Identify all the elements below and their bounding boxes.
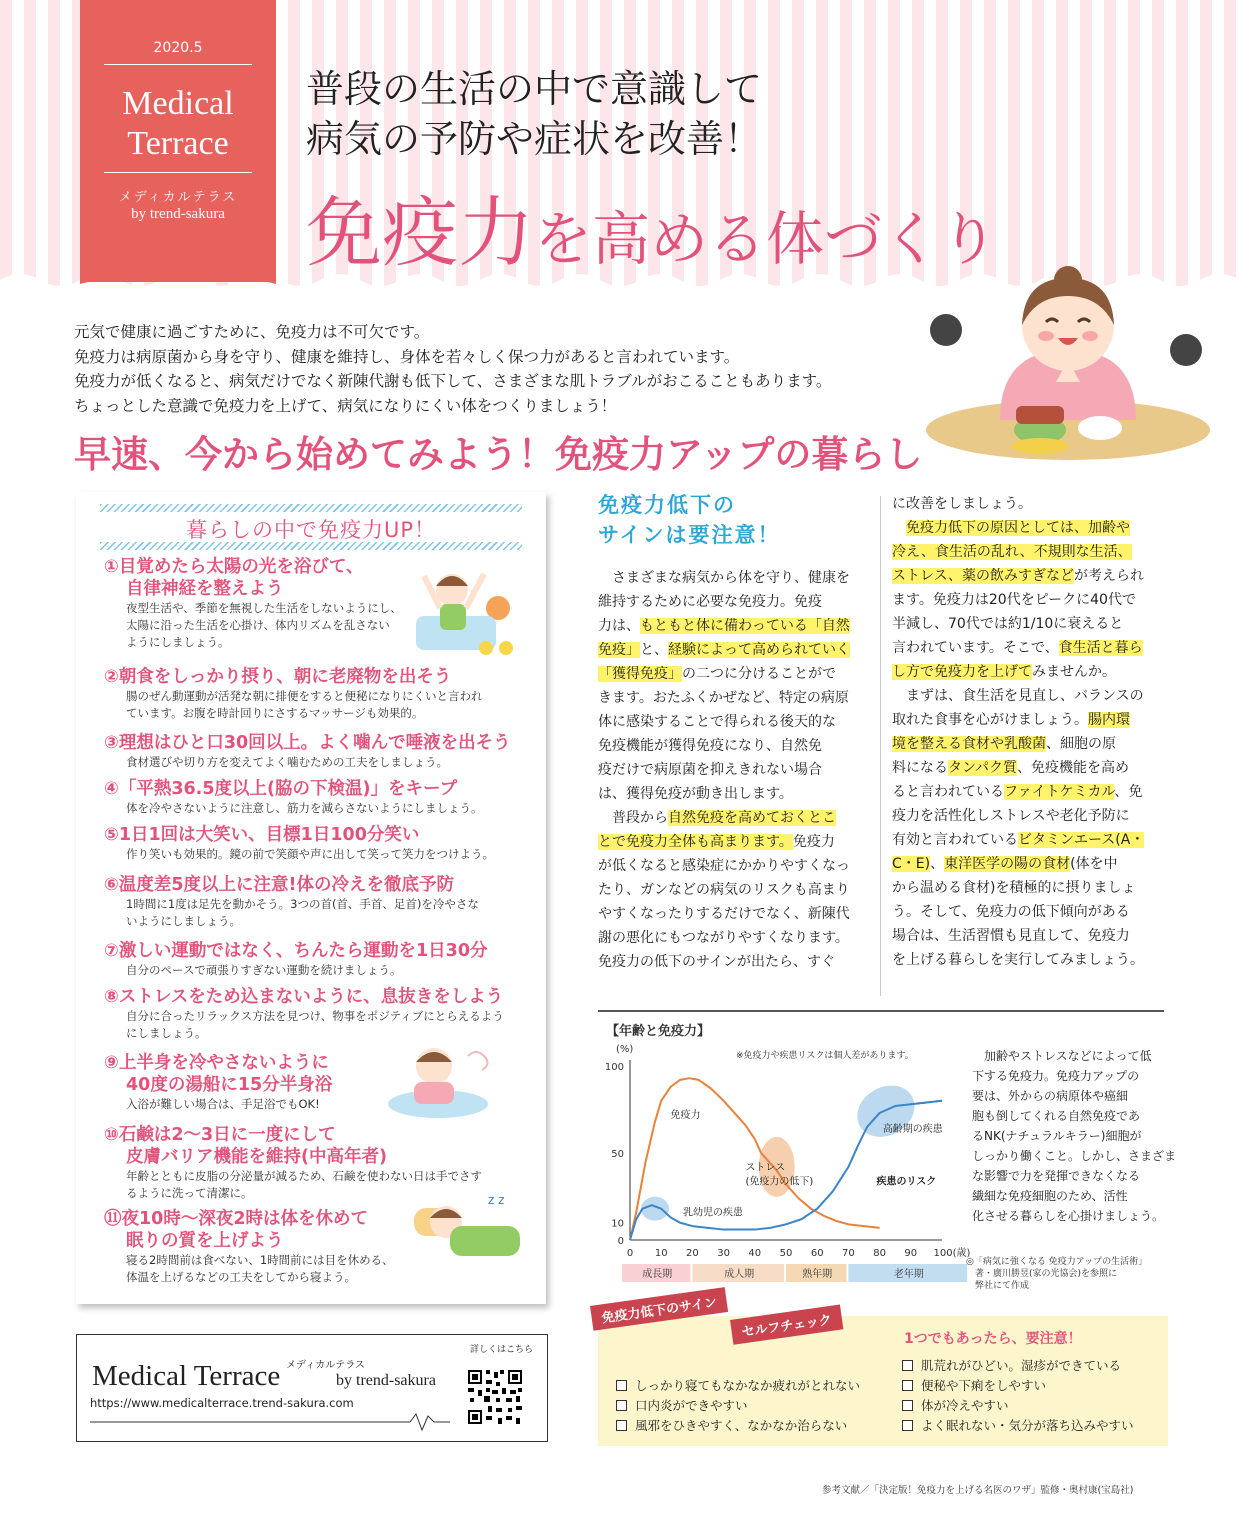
article-text: 謝の悪化にもつながりやすくなります。 [598, 930, 849, 946]
tip-heading-line-2: 40度の湯船に15分半身浴 [126, 1075, 333, 1095]
x-tick-label: 90 [904, 1248, 918, 1259]
x-tick-label: 0 [626, 1248, 634, 1259]
life-stage-label: 熟年期 [802, 1269, 833, 1280]
article-line [892, 828, 1144, 852]
tip-heading: ⑩石鹸は2～3日に一度にして [104, 1125, 336, 1145]
article-line [892, 876, 1144, 900]
tip-body-line: ようにしましょう。 [126, 635, 230, 649]
tip-body-line: 太陽に沿った生活を心掛け、体内リズムを乱さない [126, 618, 390, 632]
highlighted-text: 免疫」 [598, 642, 640, 658]
tip-body [126, 754, 511, 771]
chart-side-text [972, 1046, 1176, 1226]
chart-source-line: 著・廣川勝昱(家の光協会)を参照に [966, 1269, 1118, 1279]
article-bottom-rule [598, 1010, 1164, 1012]
tip-body [126, 1252, 394, 1286]
highlighted-text: 冷え、食生活の乱れ、不規則な生活、 [892, 544, 1132, 560]
article-text: が考えられ [1074, 568, 1144, 584]
tip-item [104, 556, 402, 651]
article-line [598, 662, 850, 686]
article-line [598, 614, 850, 638]
tip-body-line: 入浴が難しい場合は、手足浴でもOK! [126, 1097, 320, 1111]
qr-label: 詳しくはこちら [470, 1345, 534, 1355]
tip-item [104, 666, 483, 722]
article-text: 維持するために必要な免疫力。免疫 [598, 594, 822, 610]
y-tick-label: 0 [617, 1236, 624, 1247]
checkbox[interactable] [902, 1360, 913, 1371]
life-stage-label: 成長期 [642, 1269, 673, 1280]
chart-title: 【年齢と免疫力】 [606, 1024, 711, 1039]
tip-heading: ⑨上半身を冷やさないように [104, 1053, 329, 1073]
article-line [892, 924, 1144, 948]
checkbox[interactable] [616, 1400, 627, 1411]
article-line [598, 710, 850, 734]
self-check-warning: 1つでもあったら、要注意！ [904, 1331, 1082, 1347]
article-text: 力は、 [598, 618, 640, 634]
article-line [598, 686, 850, 710]
article-line [598, 902, 850, 926]
highlighted-text: 東洋医学の陽の食材 [944, 856, 1071, 872]
tip-heading: ①目覚めたら太陽の光を浴びて、 [104, 557, 364, 577]
main-title [306, 172, 998, 281]
main-title-rest: を高める体づくり [534, 205, 999, 273]
article-column-2 [892, 492, 1144, 972]
article-line [598, 926, 850, 950]
tip-heading: ③理想はひと口30回以上。よく噛んで唾液を出そう [104, 733, 511, 753]
intro-text [74, 320, 934, 418]
article-text: 半減し、70代では約1/10に衰えると [892, 616, 1124, 632]
tip-body-line: 寝る2時間前は食べない、1時間前には目を休める、 [126, 1253, 394, 1267]
chart-side-line: 繊細な免疫細胞のため、活性 [972, 1189, 1128, 1203]
tip-heading-line-2: 眠りの質を上げよう [126, 1231, 284, 1251]
ribbon-notch [80, 244, 276, 284]
article-text: ます。免疫力は20代をピークに40代で [892, 592, 1136, 608]
tip-body [126, 962, 488, 979]
article-text: 場合は、生活習慣も見直して、免疫力 [892, 928, 1130, 944]
footer-url[interactable]: https://www.medicalterrace.trend-sakura.com [90, 1396, 354, 1410]
article-text: の二つに分けることがで [682, 666, 836, 682]
article-line [892, 708, 1144, 732]
tip-heading: ⑦激しい運動ではなく、ちんたら運動を1日30分 [104, 941, 488, 961]
column-divider [880, 496, 881, 996]
article-line [892, 612, 1144, 636]
immunity-label: 免疫力 [670, 1110, 701, 1122]
tip-heading: ④「平熱36.5度以上(脇の下検温)」をキープ [104, 779, 458, 799]
article-line [598, 590, 850, 614]
chart-source [966, 1256, 1147, 1292]
highlighted-text: 食生活と暮ら [1058, 640, 1143, 656]
article-line [892, 684, 1144, 708]
heartbeat-line [90, 1412, 450, 1432]
tip-body-line: 1時間に1度は足先を動かそう。3つの首(首、手首、足首)を冷やさな [126, 897, 479, 911]
tip-body-line: 自分のペースで頑張りすぎない運動を続けましょう。 [126, 963, 402, 977]
article-line [892, 540, 1144, 564]
x-tick-label: 70 [842, 1248, 855, 1259]
checkbox[interactable] [616, 1420, 627, 1431]
intro-line: 免疫力が低くなると、病気だけでなく新陳代謝も低下して、さまざまな肌トラブルがおこることもあります。 [74, 372, 832, 390]
article-line [598, 566, 850, 590]
article-line [892, 660, 1144, 684]
check-item[interactable] [902, 1376, 1046, 1394]
tip-heading-line-2: 自律神経を整えよう [126, 579, 284, 599]
article-text: 免疫力の低下のサインが出たら、すぐ [598, 954, 836, 970]
article-text: う。そして、免疫力の低下傾向がある [892, 904, 1130, 920]
article-line [892, 948, 1144, 972]
main-title-emphasis: 免疫力 [306, 188, 534, 277]
highlighted-text: 免疫力低下の原因としては、加齢や [906, 520, 1130, 536]
article-text: みませんか。 [1032, 664, 1116, 680]
life-stage-label: 成人期 [724, 1269, 755, 1280]
tip-body-line: 腸のぜん動運動が活発な朝に排便をすると便秘になりにくいと言われ [126, 689, 483, 703]
tip-body-line: 作り笑いも効果的。鏡の前で笑顔や声に出して笑って笑力をつけよう。 [126, 847, 494, 861]
tips-box-title: 暮らしの中で免疫力UP！ [185, 518, 437, 542]
check-item-label: 体が冷えやすい [921, 1398, 1009, 1413]
article-text: さまざまな病気から体を守り、健康を [598, 570, 850, 586]
article-text: やすくなったりするだけでなく、新陳代 [598, 906, 850, 922]
check-item-label: しっかり寝てもなかなか疲れがとれない [635, 1378, 861, 1393]
x-tick-label: 80 [873, 1248, 886, 1259]
x-tick-label: 50 [779, 1248, 793, 1259]
reference-note: 参考文献／「決定版！免疫力を上げる名医のワザ」監修・奥村康(宝島社) [822, 1485, 1134, 1496]
checkbox[interactable] [902, 1380, 913, 1391]
tip-body [126, 600, 402, 651]
waking-girl-illustration [410, 556, 534, 660]
self-check-tag: セルフチェック [730, 1305, 843, 1345]
check-item-label: よく眠れない・気分が落ち込みやすい [921, 1418, 1134, 1433]
subtitle-line-1: 普段の生活の中で意識して [306, 67, 763, 111]
woman-eating-illustration [920, 270, 1220, 460]
checkbox[interactable] [616, 1380, 627, 1391]
article-line [892, 852, 1144, 876]
article-heading-line: サインは要注意！ [598, 523, 781, 547]
tip-body-line: 年齢とともに皮脂の分泌量が減るため、石鹸を使わない日は手でさす [126, 1169, 483, 1183]
intro-line: ちょっとした意識で免疫力を上げて、病気になりにくい体をつくりましょう！ [74, 396, 617, 415]
article-heading-line: 免疫力低下の [598, 493, 736, 517]
y-tick-label: 50 [611, 1149, 624, 1160]
tip-heading: ⑤1日1回は大笑い、目標1日100分笑い [104, 825, 420, 845]
highlighted-text: ストレス、薬の飲みすぎなど [892, 568, 1074, 584]
issue-date: 2020.5 [153, 40, 203, 56]
article-line [598, 854, 850, 878]
article-line [892, 588, 1144, 612]
x-tick-label: 40 [748, 1248, 762, 1259]
tip-body-line: 夜型生活や、季節を無視した生活をしないようにし、 [126, 601, 402, 615]
article-text: (体を中 [1070, 856, 1118, 872]
highlighted-text: 境を整える食材や乳酸菌 [892, 736, 1046, 752]
chart-side-line: 胞も倒してくれる自然免疫であ [972, 1109, 1141, 1123]
article-text: に改善をしましょう。 [892, 496, 1032, 512]
bathing-girl-illustration [378, 1036, 498, 1120]
chart-y-unit: (%) [616, 1044, 634, 1055]
check-item-label: 風邪をひきやすく、なかなか治らない [635, 1418, 848, 1433]
tip-heading: ②朝食をしっかり摂り、朝に老廃物を出そう [104, 667, 452, 687]
highlighted-text: ビタミンエース(A・ [1018, 832, 1145, 848]
risk-label: 疾患のリスク [876, 1176, 937, 1188]
highlighted-text: とで免疫力全体も高まります。 [598, 834, 793, 850]
article-text: 、免疫機能を高め [1017, 760, 1130, 776]
chart-note: ※免疫力や疾患リスクは個人差があります。 [736, 1051, 914, 1061]
checkbox[interactable] [902, 1420, 913, 1431]
highlighted-text: 腸内環 [1088, 712, 1130, 728]
article-text: 疫だけで病原菌を抑えきれない場合 [598, 762, 822, 778]
article-line [598, 878, 850, 902]
x-tick-label: 60 [810, 1248, 824, 1259]
logo-line-1: Medical [122, 85, 234, 122]
ribbon-divider [104, 64, 252, 65]
tip-body-line: にしましょう。 [126, 1026, 207, 1040]
chart-side-line: な影響で力を発揮できなくなる [972, 1169, 1141, 1183]
age-immunity-chart [596, 1036, 971, 1296]
article-line [892, 732, 1144, 756]
elderly-disease-label: 高齢期の疾患 [882, 1124, 943, 1136]
tip-body [126, 896, 479, 930]
tip-body-line: 自分に合ったリラックス方法を見つけ、物事をポジティブにとらえるよう [126, 1009, 504, 1023]
tip-item [104, 824, 494, 863]
tip-body-line: ています。お腹を時計回りにさするマッサージも効果的。 [126, 706, 424, 720]
article-text [892, 520, 906, 536]
article-text: が低くなると感染症にかかりやすくなっ [598, 858, 850, 874]
article-line [598, 734, 850, 758]
x-tick-label: 30 [717, 1248, 730, 1259]
tip-item [104, 1052, 332, 1113]
infant-disease-label: 乳幼児の疾患 [683, 1207, 744, 1219]
article-text: 免疫力 [792, 834, 835, 850]
article-text: 取れた食事を心がけましょう。 [892, 712, 1088, 728]
article-text: 、細胞の原 [1046, 736, 1116, 752]
x-tick-label: 20 [686, 1248, 699, 1259]
highlighted-text: 経験によって高められていく [668, 642, 850, 658]
chart-side-line: しっかり働くこと。しかし、さまざま [972, 1149, 1177, 1163]
check-item[interactable] [902, 1416, 1134, 1434]
chart-source-line: ◎「病気に強くなる 免疫力アップの生活術」 [966, 1257, 1148, 1267]
article-text: と、 [640, 642, 668, 658]
footer-logo-kana: メディカルテラス [286, 1360, 365, 1371]
tip-heading: ⑥温度差5度以上に注意!体の冷えを徹底予防 [104, 875, 454, 895]
article-text: 料になる [892, 760, 948, 776]
tip-item [104, 778, 483, 817]
tip-body-line: 食材選びや切り方を変えてよく噛むための工夫をしましょう。 [126, 755, 448, 769]
logo-by: by trend-sakura [131, 206, 225, 222]
article-text: きます。おたふくかぜなど、特定の病原 [598, 690, 849, 706]
article-text: 、免 [1114, 784, 1143, 800]
stress-label-2: (免疫力の低下) [745, 1176, 814, 1188]
y-tick-label: 10 [611, 1218, 624, 1230]
chart-side-line: 加齢やストレスなどによって低 [972, 1049, 1152, 1063]
chart-source-line: 弊社にて作成 [966, 1281, 1030, 1291]
life-stage-label: 老年期 [893, 1269, 924, 1280]
article-line [892, 492, 1144, 516]
article-line [598, 830, 850, 854]
highlighted-text: ファイトケミカル [1004, 784, 1115, 800]
tip-item [104, 874, 479, 930]
tip-body-line: 体を冷やさないように注意し、筋力を減らさないようにしましょう。 [126, 801, 483, 815]
tip-body [126, 688, 483, 722]
check-item[interactable] [902, 1396, 1009, 1414]
article-text: は、獲得免疫が動き出します。 [598, 786, 793, 802]
article-line [598, 758, 850, 782]
article-line [598, 782, 850, 806]
article-line [892, 756, 1144, 780]
chart-side-line: 化させる暮らしを心掛けましょう。 [972, 1209, 1165, 1223]
article-line [598, 806, 850, 830]
tip-body-line: 体温を上げるなどの工夫をしてから寝よう。 [126, 1270, 356, 1284]
svg-text:z z: z z [488, 1193, 505, 1207]
intro-line: 元気で健康に過ごすために、免疫力は不可欠です。 [74, 323, 430, 341]
article-text: から温める食材)を積極的に摂りましょ [892, 880, 1136, 896]
highlighted-text: タンパク質 [948, 760, 1018, 776]
section-heading: 早速、今から始めてみよう！免疫力アップの暮らし [74, 433, 923, 476]
qr-code-icon[interactable] [466, 1368, 524, 1426]
intro-line: 免疫力は病原菌から身を守り、健康を維持し、身体を若々しく保つ力があると言われています。 [74, 347, 740, 366]
article-text: ると言われている [892, 784, 1004, 800]
check-item[interactable] [616, 1376, 860, 1394]
article-text: 体に感染することで得られる後天的な [598, 714, 836, 730]
tip-body [126, 800, 483, 817]
stress-label: ストレス [745, 1162, 786, 1174]
article-line [892, 564, 1144, 588]
article-text: まずは、食生活を見直し、バランスの [892, 688, 1144, 704]
logo-line-2: Terrace [127, 125, 229, 162]
x-tick-label: 10 [654, 1248, 668, 1259]
sleeping-girl-illustration [410, 1186, 530, 1264]
ribbon-divider [104, 172, 252, 173]
article-text: を上げる暮らしを実行してみましょう。 [892, 952, 1144, 968]
article-text: たり、ガンなどの病気のリスクも高まり [598, 882, 850, 898]
tip-item [104, 1208, 394, 1286]
checkbox[interactable] [902, 1400, 913, 1411]
article-column-1 [598, 566, 850, 974]
article-line [598, 638, 850, 662]
check-item[interactable] [616, 1416, 847, 1434]
logo-kana: メディカルテラス [118, 190, 238, 205]
hatch-decoration [100, 504, 522, 512]
article-text: 言われています。そこで、 [892, 640, 1059, 656]
chart-side-line: 要は、外からの病原体や癌細 [972, 1089, 1129, 1103]
y-tick-label: 100 [604, 1062, 624, 1073]
tip-heading: ⑧ストレスをため込まないように、息抜きをしよう [104, 987, 504, 1007]
check-item-label: 肌荒れがひどい。湿疹ができている [921, 1358, 1122, 1373]
x-tick-label: 100(歳) [933, 1248, 971, 1259]
highlighted-text: 「獲得免疫」 [598, 666, 682, 682]
article-text: 疫力を活性化しストレスや老化予防に [892, 808, 1130, 824]
highlighted-text: もともと体に備わっている「自然 [640, 618, 850, 634]
ribbon-logo [80, 84, 276, 164]
article-line [892, 900, 1144, 924]
article-text: 有効と言われている [892, 832, 1018, 848]
tip-item [104, 940, 488, 979]
tip-heading: ⑪夜10時～深夜2時は体を休めて [104, 1209, 369, 1229]
tip-body [126, 1096, 332, 1113]
check-item[interactable] [616, 1396, 748, 1414]
chart-side-line: るNK(ナチュラルキラー)細胞が [972, 1129, 1142, 1143]
tip-body-line: いようにしましょう。 [126, 914, 241, 928]
check-item[interactable] [902, 1356, 1121, 1374]
tip-heading-line-2: 皮膚バリア機能を維持(中高年者) [126, 1147, 387, 1167]
article-line [892, 804, 1144, 828]
tip-body [126, 846, 494, 863]
highlighted-text: し方で免疫力を上げて [892, 664, 1032, 680]
check-item-label: 口内炎ができやすい [635, 1398, 748, 1413]
highlighted-text: C・E) [892, 856, 931, 872]
hatch-decoration [100, 542, 522, 550]
article-heading [598, 490, 781, 550]
article-line [892, 636, 1144, 660]
highlighted-text: 自然免疫を高めておくとこ [668, 810, 836, 826]
footer-logo-by: by trend-sakura [336, 1372, 436, 1389]
footer-logo: Medical Terrace [92, 1360, 281, 1392]
self-check-tag: 免疫力低下のサイン [590, 1287, 728, 1331]
subtitle-line-2: 病気の予防や症状を改善！ [306, 117, 763, 161]
tip-item [104, 986, 504, 1042]
article-text: 、 [930, 856, 945, 872]
article-line [598, 950, 850, 974]
tip-item [104, 732, 511, 771]
article-text: 免疫機能が獲得免疫になり、自然免 [598, 738, 822, 754]
article-line [892, 516, 1144, 540]
check-item-label: 便秘や下痢をしやすい [921, 1378, 1047, 1393]
tip-body-line: るように洗って清潔に。 [126, 1186, 253, 1200]
article-line [892, 780, 1144, 804]
chart-side-line: 下する免疫力。免疫力アップの [972, 1069, 1140, 1083]
article-text: 普段から [598, 810, 668, 826]
